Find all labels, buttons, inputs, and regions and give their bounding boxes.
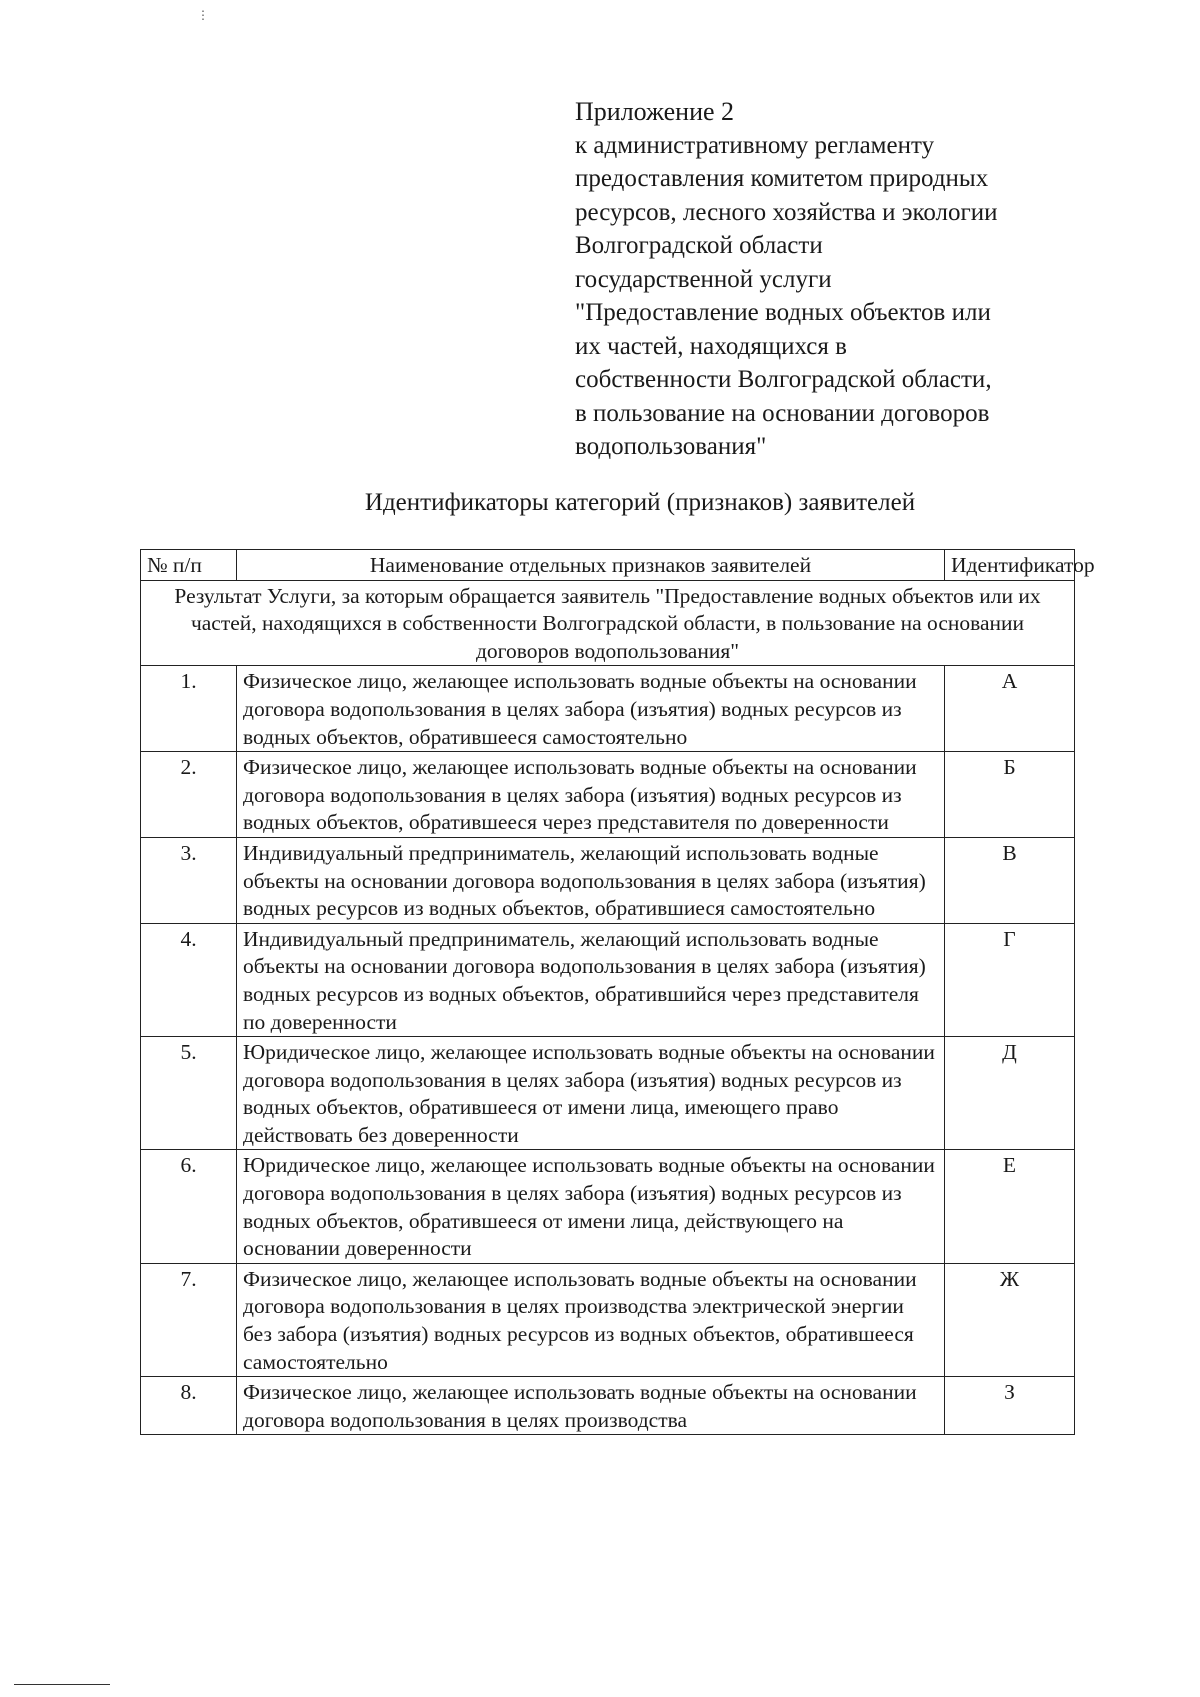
appendix-line-8: собственности Волгоградской области, <box>575 366 992 393</box>
row-number: 4. <box>141 923 237 1036</box>
appendix-line-4: Волгоградской области <box>575 232 823 259</box>
table-row <box>141 1037 1075 1150</box>
row-number: 8. <box>141 1377 237 1435</box>
table-header-row <box>141 550 1075 581</box>
appendix-line-9: в пользование на основании договоров <box>575 399 990 427</box>
result-cell: Результат Услуги, за которым обращается заявитель "Предоставление водных объектов или их частей, находящихся в собственности Волгоградской области, в пользование на основании договоров водопользования" <box>141 580 1075 666</box>
row-number: 2. <box>141 752 237 838</box>
row-identifier: А <box>945 666 1075 752</box>
appendix-title: Приложение 2 <box>575 97 735 126</box>
row-identifier: Ж <box>945 1263 1075 1376</box>
row-description: Физическое лицо, желающее использовать водные объекты на основании договора водопользования в целях производства электрической энергии без забора (изъятия) водных ресурсов из водных объектов, обратившееся самостоятельно <box>237 1263 945 1376</box>
row-description: Физическое лицо, желающее использовать водные объекты на основании договора водопользования в целях забора (изъятия) водных ресурсов из водных объектов, обратившееся самостоятельно <box>237 666 945 752</box>
table-row <box>141 752 1075 838</box>
appendix-line-7: их частей, находящихся в <box>575 332 847 360</box>
header-identifier: Идентификатор <box>945 550 1075 581</box>
table-row <box>141 1377 1075 1435</box>
appendix-line-1: к административному регламенту <box>575 131 935 159</box>
header-name: Наименование отдельных признаков заявителей <box>237 550 945 581</box>
row-number: 1. <box>141 666 237 752</box>
row-description: Физическое лицо, желающее использовать водные объекты на основании договора водопользования в целях производства <box>237 1377 945 1435</box>
row-identifier: Д <box>945 1037 1075 1150</box>
margin-mark: ⋮ <box>197 8 209 22</box>
row-identifier: Б <box>945 752 1075 838</box>
table-row <box>141 666 1075 752</box>
row-description: Физическое лицо, желающее использовать водные объекты на основании договора водопользования в целях забора (изъятия) водных ресурсов из водных объектов, обратившееся через представителя по доверенности <box>237 752 945 838</box>
appendix-line-3: ресурсов, лесного хозяйства и экологии <box>575 198 998 226</box>
table-row <box>141 1150 1075 1263</box>
appendix-line-5: государственной услуги <box>575 265 832 293</box>
document-title: Идентификаторы категорий (признаков) заявителей <box>364 489 916 516</box>
applicant-categories-table <box>140 549 1095 1435</box>
row-description: Индивидуальный предприниматель, желающий использовать водные объекты на основании договора водопользования в целях забора (изъятия) водных ресурсов из водных объектов, обратившийся через представителя по доверенности <box>237 923 945 1036</box>
row-identifier: Г <box>945 923 1075 1036</box>
appendix-line-2: предоставления комитетом природных <box>575 165 989 192</box>
row-number: 3. <box>141 837 237 923</box>
row-number: 6. <box>141 1150 237 1263</box>
footer-rule <box>14 1684 110 1685</box>
table-row <box>141 837 1075 923</box>
appendix-line-10: водопользования" <box>575 433 767 460</box>
appendix-header <box>575 95 1095 464</box>
table-row <box>141 923 1075 1036</box>
result-row <box>141 580 1075 666</box>
table-row <box>141 1263 1075 1376</box>
row-identifier: З <box>945 1377 1075 1435</box>
row-description: Индивидуальный предприниматель, желающий использовать водные объекты на основании договора водопользования в целях забора (изъятия) водных ресурсов из водных объектов, обратившиеся самостоятельно <box>237 837 945 923</box>
row-description: Юридическое лицо, желающее использовать водные объекты на основании договора водопользования в целях забора (изъятия) водных ресурсов из водных объектов, обратившееся от имени лица, действующего на основании доверенности <box>237 1150 945 1263</box>
row-number: 7. <box>141 1263 237 1376</box>
row-identifier: В <box>945 837 1075 923</box>
row-number: 5. <box>141 1037 237 1150</box>
row-identifier: Е <box>945 1150 1075 1263</box>
row-description: Юридическое лицо, желающее использовать водные объекты на основании договора водопользования в целях забора (изъятия) водных ресурсов из водных объектов, обратившееся от имени лица, имеющего право действовать без доверенности <box>237 1037 945 1150</box>
header-number: № п/п <box>141 550 237 581</box>
appendix-line-6: "Предоставление водных объектов или <box>575 299 991 326</box>
